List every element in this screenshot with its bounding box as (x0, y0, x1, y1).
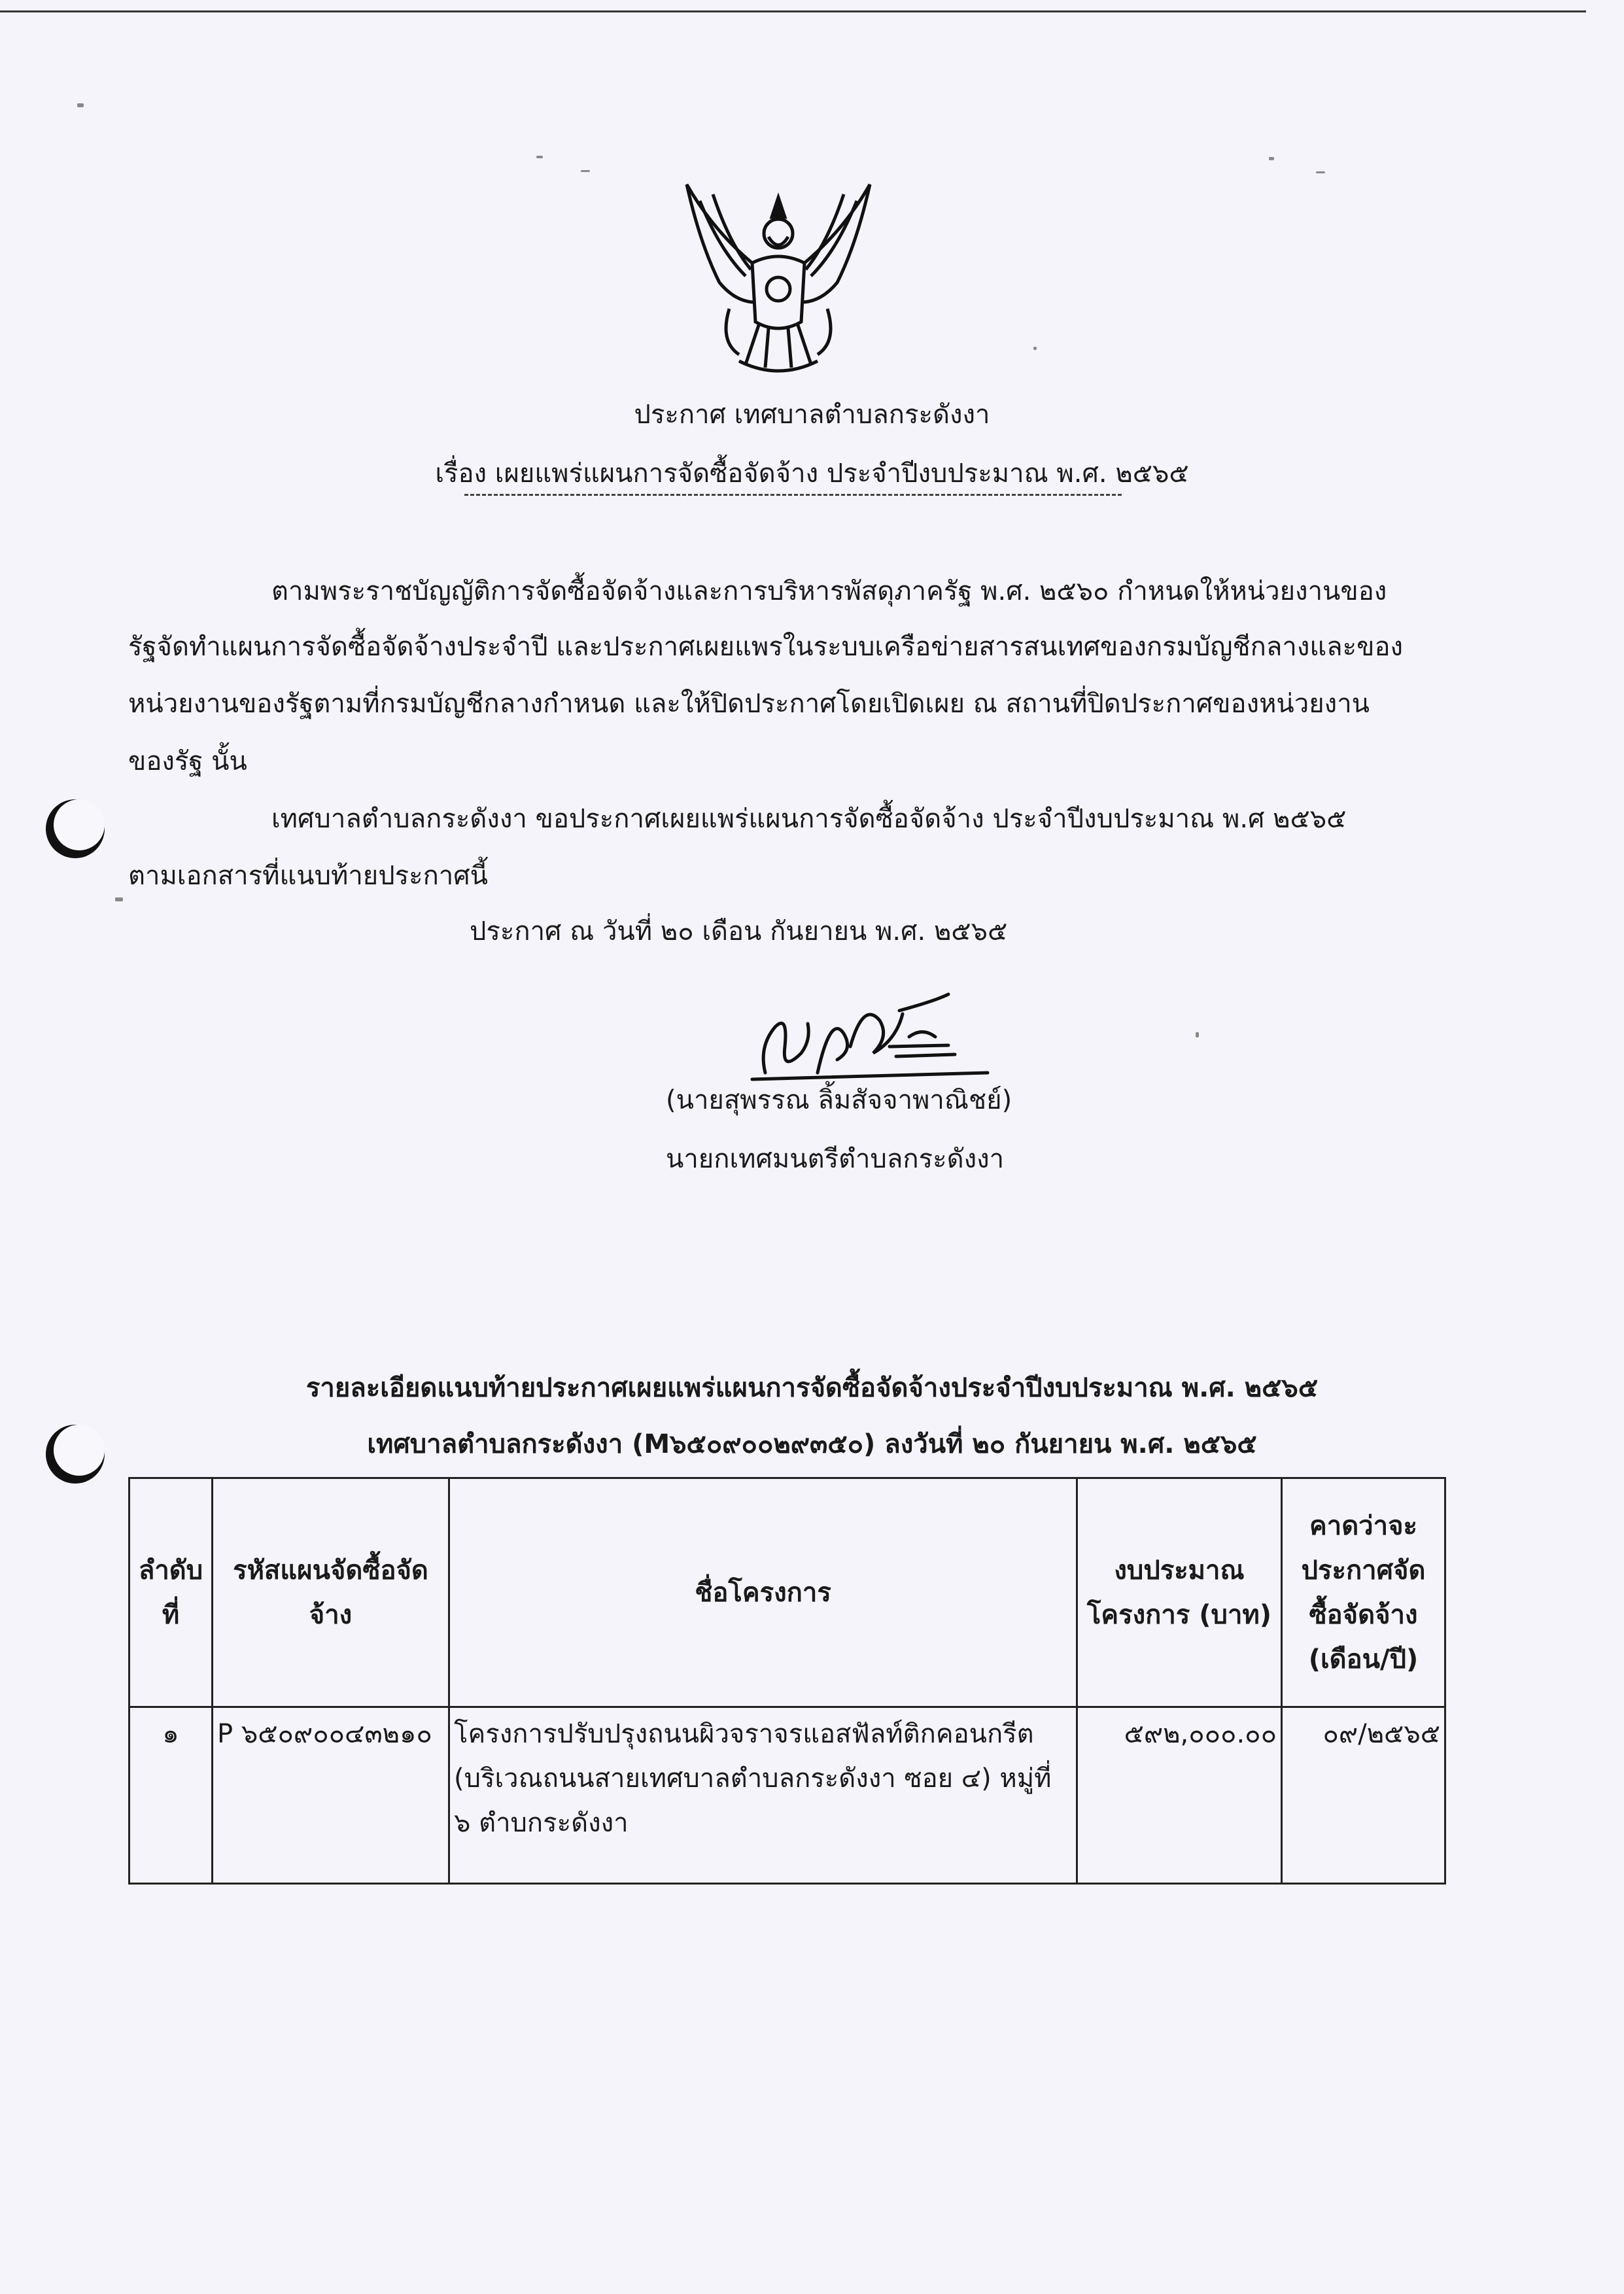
punch-hole (54, 799, 105, 850)
top-scan-line (0, 10, 1586, 12)
row-no: ๑ (130, 1707, 213, 1884)
table-row (130, 1707, 1445, 1884)
announcement-subject: เรื่อง เผยแพร่แผนการจัดซื้อจัดจ้าง ประจำปีงบประมาณ พ.ศ. ๒๕๖๕ (435, 459, 1189, 489)
body-paragraph-line: หน่วยงานของรัฐตามที่กรมบัญชีกลางกำหนด และให้ปิดประกาศโดยเปิดเผย ณ สถานที่ปิดประกาศของหน่วยงาน (128, 689, 1370, 719)
body-paragraph-line: ตามพระราชบัญญัติการจัดซื้อจัดจ้างและการบริหารพัสดุภาครัฐ พ.ศ. ๒๕๖๐ กำหนดให้หน่วยงานของ (271, 576, 1387, 606)
scan-speck (1033, 347, 1037, 350)
scan-speck (581, 170, 590, 172)
handwritten-signature (739, 975, 994, 1086)
scan-speck (1196, 1032, 1199, 1037)
row-code: P ๖๕๐๙๐๐๔๓๒๑๐ (213, 1707, 449, 1884)
signer-position: นายกเทศมนตรีตำบลกระดังงา (666, 1144, 1005, 1174)
procurement-plan-table (128, 1477, 1446, 1885)
header-expected-date: คาดว่าจะประกาศจัดซื้อจัดจ้าง (เดือน/ปี) (1282, 1478, 1445, 1707)
row-budget: ๕๙๒,๐๐๐.๐๐ (1077, 1707, 1282, 1884)
punch-hole (54, 1425, 105, 1476)
scan-speck (536, 156, 543, 158)
scan-speck (1316, 171, 1325, 173)
announcement-title: ประกาศ เทศบาลตำบลกระดังงา (634, 400, 990, 430)
attachment-subtitle: เทศบาลตำบลกระดังงา (M๖๕๐๙๐๐๒๙๓๕๐) ลงวันที่ ๒๐ กันยายน พ.ศ. ๒๕๖๕ (367, 1429, 1257, 1459)
signer-name: (นายสุพรรณ ลิ้มสัจจาพาณิชย์) (666, 1085, 1012, 1115)
scan-speck (115, 897, 123, 901)
scan-speck (77, 103, 84, 107)
announcement-date: ประกาศ ณ วันที่ ๒๐ เดือน กันยายน พ.ศ. ๒๕๖๕ (470, 916, 1008, 947)
body-paragraph-line: ตามเอกสารที่แนบท้ายประกาศนี้ (128, 861, 488, 891)
row-project-name: โครงการปรับปรุงถนนผิวจราจรแอสฟัลท์ติกคอนกรีต (บริเวณถนนสายเทศบาลตำบลกระดังงา ซอย ๔) หมู่ที่ ๖ ตำบกระดังงา (449, 1707, 1077, 1884)
row-expected-date: ๐๙/๒๕๖๕ (1282, 1707, 1445, 1884)
body-paragraph-line: รัฐจัดทำแผนการจัดซื้อจัดจ้างประจำปี และประกาศเผยแพรในระบบเครือข่ายสารสนเทศของกรมบัญชีกลางและของ (128, 632, 1404, 662)
header-no: ลำดับที่ (130, 1478, 213, 1707)
table-header-row (130, 1478, 1445, 1707)
header-budget: งบประมาณโครงการ (บาท) (1077, 1478, 1282, 1707)
header-project-name: ชื่อโครงการ (449, 1478, 1077, 1707)
subject-divider (464, 494, 1122, 496)
scan-speck (1269, 157, 1274, 160)
garuda-emblem-icon (674, 171, 883, 381)
header-code: รหัสแผนจัดซื้อจัดจ้าง (213, 1478, 449, 1707)
body-paragraph-line: เทศบาลตำบลกระดังงา ขอประกาศเผยแพร่แผนการจัดซื้อจัดจ้าง ประจำปีงบประมาณ พ.ศ ๒๕๖๕ (271, 804, 1347, 834)
body-paragraph-line: ของรัฐ นั้น (128, 746, 247, 776)
attachment-title: รายละเอียดแนบท้ายประกาศเผยแพร่แผนการจัดซื้อจัดจ้างประจำปีงบประมาณ พ.ศ. ๒๕๖๕ (305, 1373, 1319, 1403)
